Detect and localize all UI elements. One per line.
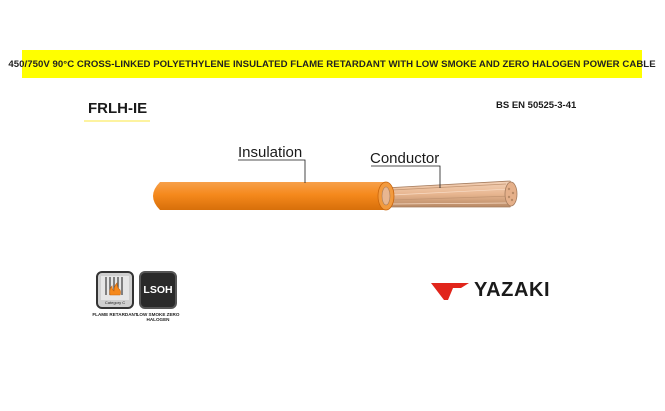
conductor-label: Conductor [370,150,440,167]
flame-retardant-icon [98,273,132,307]
brand-name: YAZAKI [474,279,551,301]
insulation-leader-line [238,160,305,183]
flame-retardant-badge [96,271,134,309]
flame-badge-inner-text: Category C [104,300,126,305]
product-code: FRLH-IE [88,100,148,117]
conductor-strands [384,181,517,207]
standard-reference: BS EN 50525-3-41 [496,100,577,111]
yazaki-logo-icon [431,280,471,304]
banner-text: 450/750V 90°C CROSS-LINKED POLYETHYLENE INSULATED FLAME RETARDANT WITH LOW SMOKE AND ZERO HALOGEN POWER CABLE [8,58,656,70]
lsoh-badge [139,271,177,309]
lsoh-caption: LOW SMOKE ZERO HALOGEN [136,312,180,323]
flame-retardant-caption: FLAME RETARDANT [92,312,138,317]
insulation-label: Insulation [238,144,303,161]
lsoh-icon: LSOH [143,284,173,296]
insulation-sheath [153,182,394,210]
